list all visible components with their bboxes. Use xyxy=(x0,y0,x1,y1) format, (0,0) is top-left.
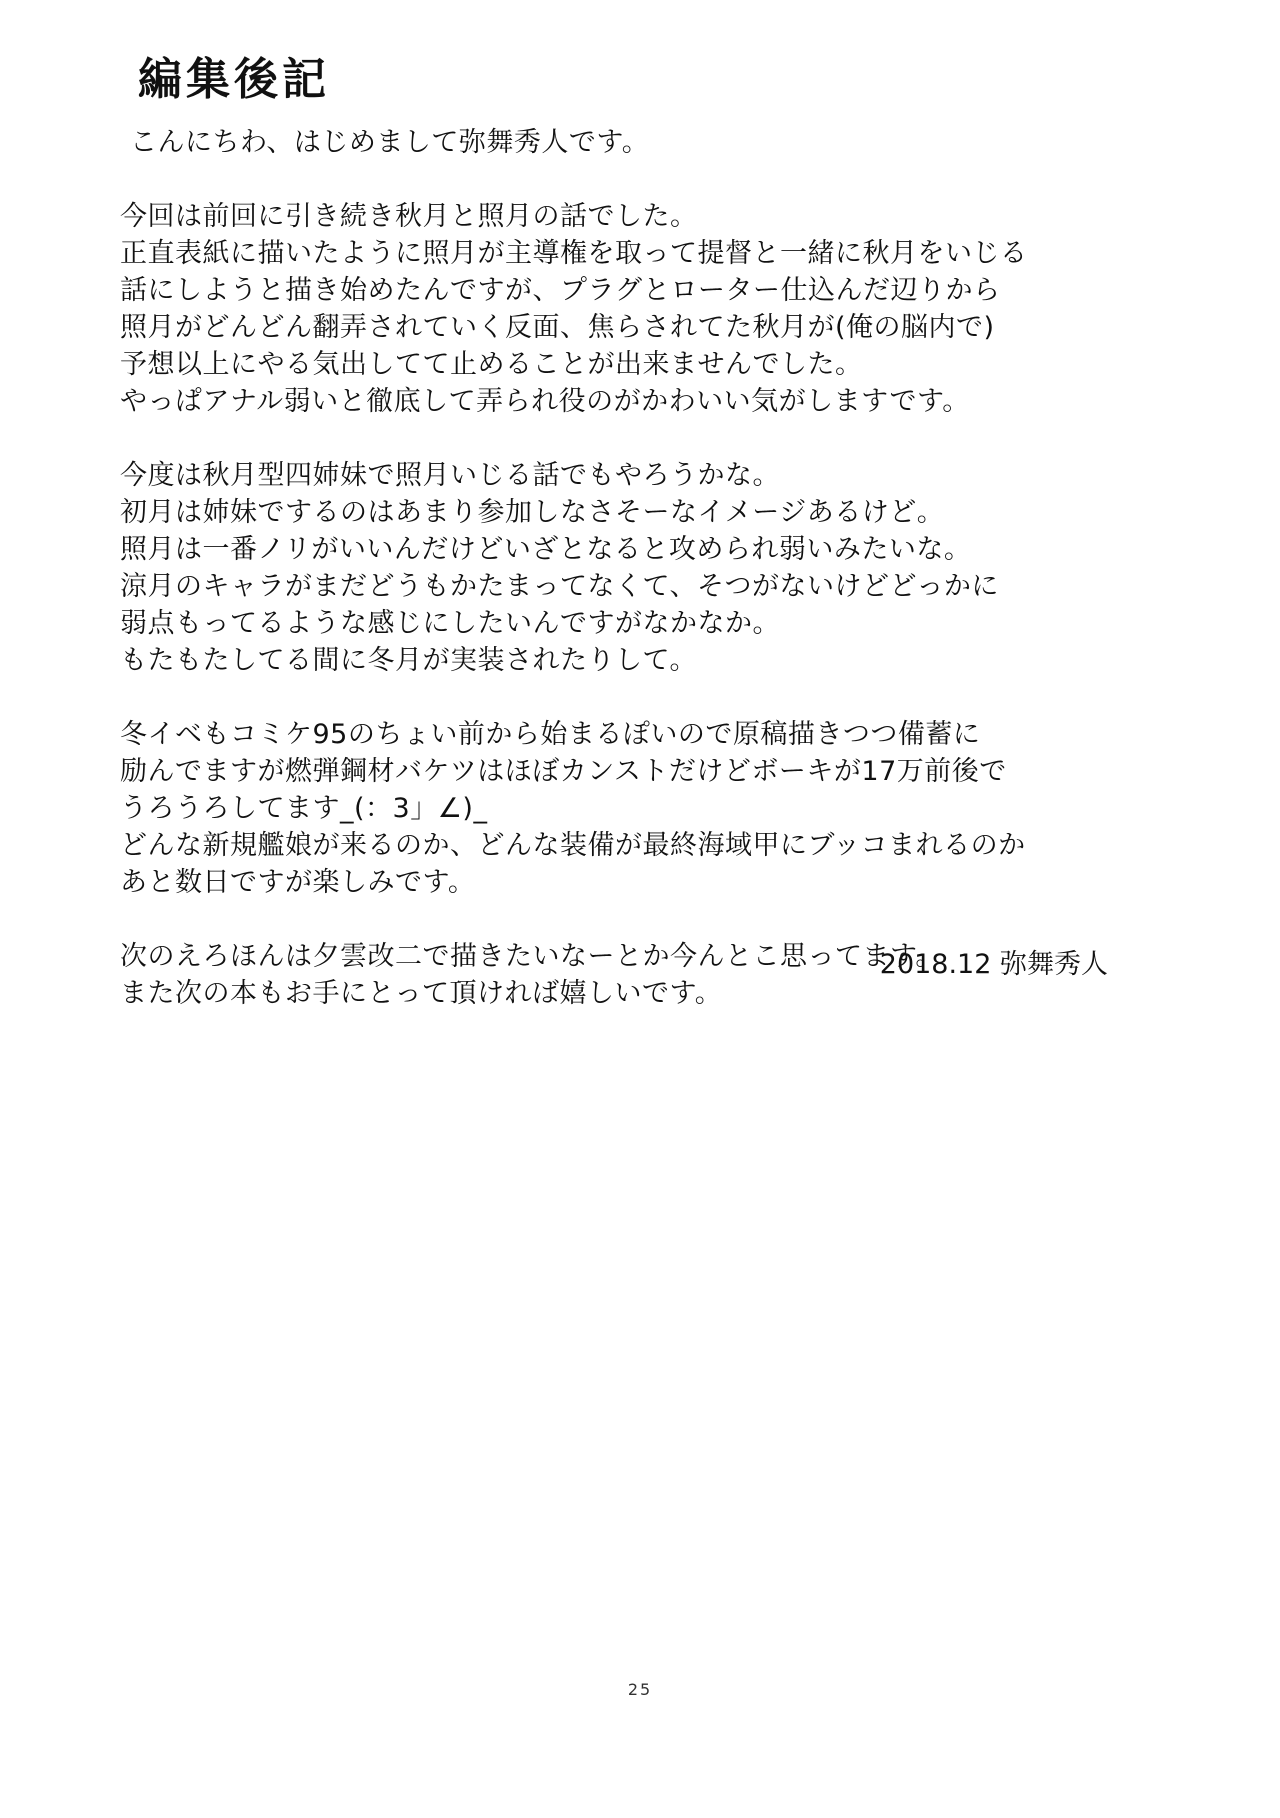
paragraph-line: 照月がどんどん翻弄されていく反面、焦らされてた秋月が(俺の脳内で) xyxy=(120,312,995,343)
paragraph-line: 照月は一番ノリがいいんだけどいざとなると攻められ弱いみたいな。 xyxy=(120,534,972,565)
paragraph-line: 励んでますが燃弾鋼材バケツはほぼカンストだけどボーキが17万前後で xyxy=(120,756,1007,787)
paragraph-line: 涼月のキャラがまだどうもかたまってなくて、そつがないけどどっかに xyxy=(120,571,999,602)
paragraph-line: 弱点もってるような感じにしたいんですがなかなか。 xyxy=(120,608,780,639)
paragraph-line: 話にしようと描き始めたんですが、プラグとローター仕込んだ辺りから xyxy=(120,275,1001,306)
signature: 2018.12 弥舞秀人 xyxy=(879,949,1108,980)
paragraph-line: あと数日ですが楽しみです。 xyxy=(120,867,476,898)
intro-line: こんにちわ、はじめまして弥舞秀人です。 xyxy=(130,127,650,158)
paragraph-2 xyxy=(120,457,1160,679)
paragraph-line: 今度は秋月型四姉妹で照月いじる話でもやろうかな。 xyxy=(120,460,780,491)
paragraph-line: 予想以上にやる気出してて止めることが出来ませんでした。 xyxy=(120,349,863,380)
paragraph-3 xyxy=(120,716,1160,901)
paragraph-line: また次の本もお手にとって頂ければ嬉しいです。 xyxy=(120,978,723,1009)
paragraph-line: やっぱアナル弱いと徹底して弄られ役のがかわいい気がしますです。 xyxy=(120,386,970,417)
paragraph-line: 正直表紙に描いたように照月が主導権を取って提督と一緒に秋月をいじる xyxy=(120,238,1028,269)
page-number: 25 xyxy=(627,1680,653,1699)
afterword-body xyxy=(120,124,1160,1012)
paragraph-line: うろうろしてます_(：3」∠)_ xyxy=(120,793,488,824)
paragraph-line: どんな新規艦娘が来るのか、どんな装備が最終海域甲にブッコまれるのか xyxy=(120,830,1026,861)
paragraph-line: 次のえろほんは夕雲改二で描きたいなーとか今んとこ思ってます。 xyxy=(120,941,943,972)
paragraph-line: 冬イベもコミケ95のちょい前から始まるぽいので原稿描きつつ備蓄に xyxy=(120,719,981,750)
paragraph-line: 今回は前回に引き続き秋月と照月の話でした。 xyxy=(120,201,698,232)
paragraph-1 xyxy=(120,198,1160,420)
page-title: 編集後記 xyxy=(138,54,330,105)
paragraph-line: もたもたしてる間に冬月が実装されたりして。 xyxy=(120,645,697,676)
paragraph-line: 初月は姉妹でするのはあまり参加しなさそーなイメージあるけど。 xyxy=(120,497,945,528)
